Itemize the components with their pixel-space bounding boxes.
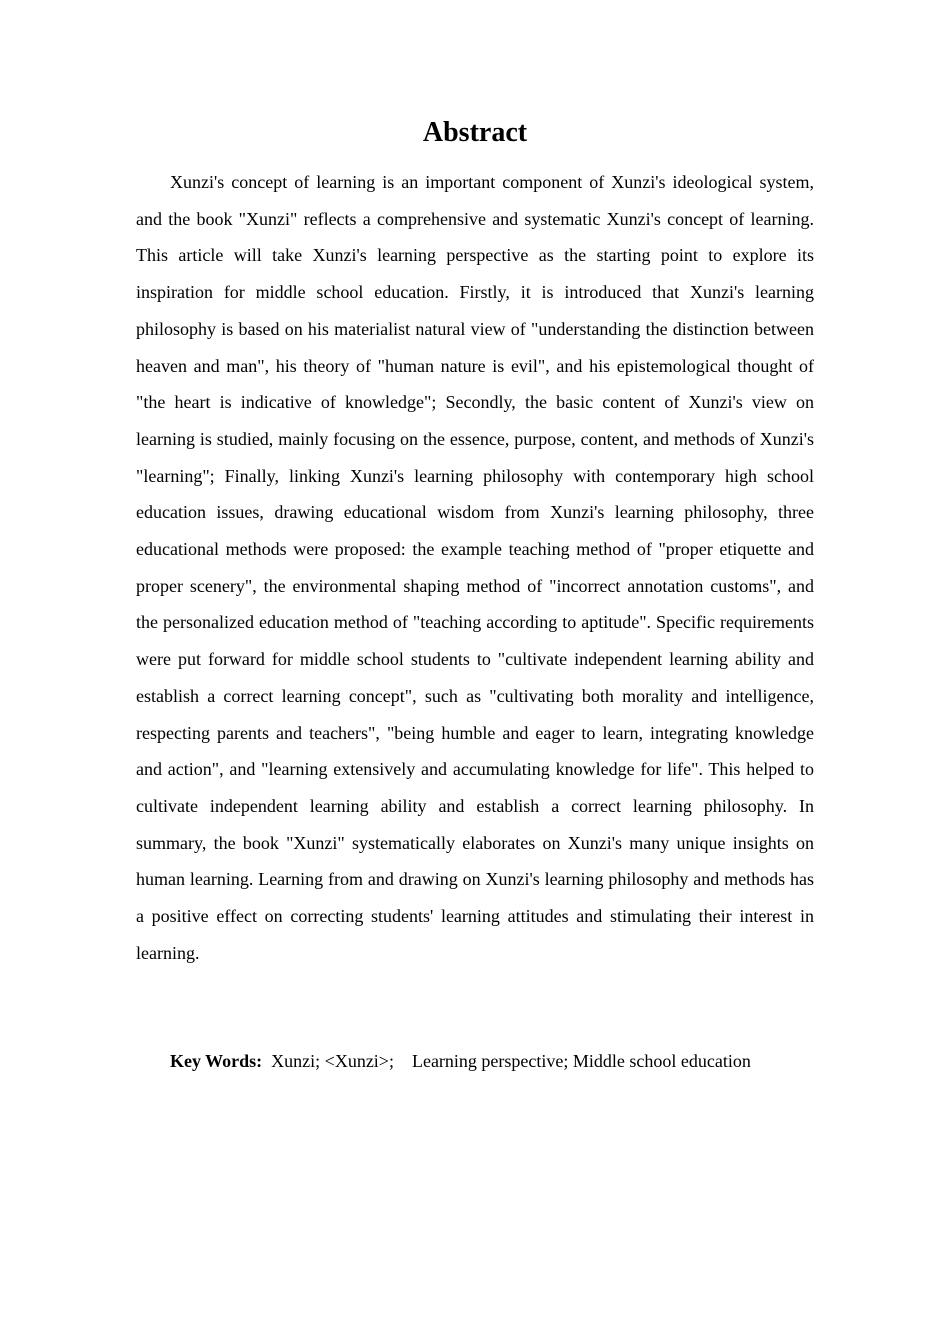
abstract-title: Abstract: [422, 117, 528, 148]
keywords-value: Xunzi; <Xunzi>; Learning perspective; Middle school education: [271, 1051, 751, 1071]
keywords-line: [170, 1045, 850, 1077]
keywords-label: Key Words:: [170, 1051, 263, 1071]
abstract-body: Xunzi's concept of learning is an important component of Xunzi's ideological system, and the book "Xunzi" reflects a comprehensive and systematic Xunzi's concept of learning. This article will take Xunzi's learning perspective as the starting point to explore its inspiration for middle school education. Firstly, it is introduced that Xunzi's learning philosophy is based on his materialist natural view of "understanding the distinction between heaven and man", his theory of "human nature is evil", and his epistemological thought of "the heart is indicative of knowledge"; Secondly, the basic content of Xunzi's view on learning is studied, mainly focusing on the essence, purpose, content, and methods of Xunzi's "learning"; Finally, linking Xunzi's learning philosophy with contemporary high school education issues, drawing educational wisdom from Xunzi's learning philosophy, three educational methods were proposed: the example teaching method of "proper etiquette and proper scenery", the environmental shaping method of "incorrect annotation customs", and the personalized education method of "teaching according to aptitude". Specific requirements were put forward for middle school students to "cultivate independent learning ability and establish a correct learning concept", such as "cultivating both morality and intelligence, respecting parents and teachers", "being humble and eager to learn, integrating knowledge and action", and "learning extensively and accumulating knowledge for life". This helped to cultivate independent learning ability and establish a correct learning philosophy. In summary, the book "Xunzi" systematically elaborates on Xunzi's many unique insights on human learning. Learning from and drawing on Xunzi's learning philosophy and methods has a positive effect on correcting students' learning attitudes and stimulating their interest in learning.: [136, 172, 814, 963]
